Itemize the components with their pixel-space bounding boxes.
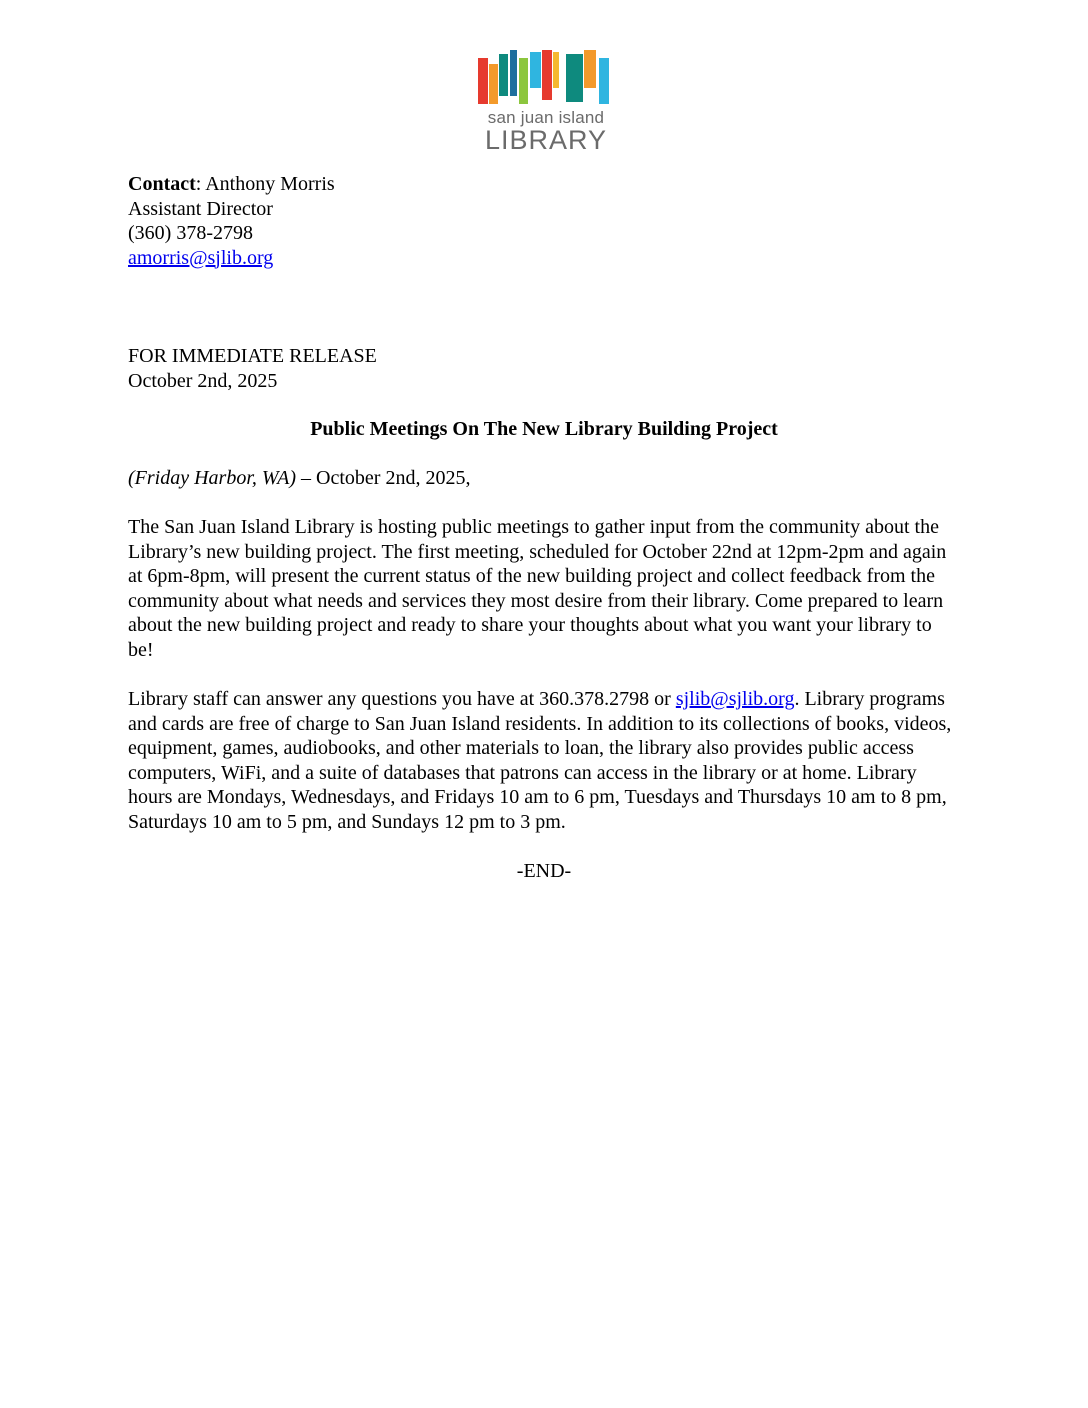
library-logo xyxy=(476,50,616,156)
paragraph2-text-start: Library staff can answer any questions you have at 360.378.2798 or xyxy=(128,688,676,710)
body-paragraph-2 xyxy=(128,687,960,834)
contact-email-link[interactable]: amorris@sjlib.org xyxy=(128,246,274,269)
body-paragraph-1: The San Juan Island Library is hosting public meetings to gather input from the community about the Library’s new building project. The first meeting, scheduled for October 22nd at 12pm-2pm and again at 6pm-8pm, will present the current status of the new building project and collect feedback from the community about what needs and services they most desire from their library. Come prepared to learn about the new building project and ready to share your thoughts about what you want your library to be! xyxy=(128,516,947,661)
dateline-date: – October 2nd, 2025, xyxy=(296,467,471,489)
release-block xyxy=(128,344,377,393)
dateline xyxy=(128,466,470,491)
release-heading: FOR IMMEDIATE RELEASE xyxy=(128,345,377,367)
logo-bar xyxy=(584,50,596,88)
logo-bar xyxy=(530,52,541,88)
logo-bar xyxy=(566,54,583,102)
logo-bar xyxy=(599,58,609,104)
logo-text-top: san juan island xyxy=(487,108,605,127)
logo-bar xyxy=(519,58,528,104)
logo-text-library: LIBRARY xyxy=(484,125,608,155)
contact-title: Assistant Director xyxy=(128,197,273,220)
contact-phone: (360) 378-2798 xyxy=(128,222,253,244)
dateline-location: (Friday Harbor, WA) xyxy=(128,467,297,489)
press-release-title: Public Meetings On The New Library Building Project xyxy=(310,418,778,440)
sjlib-email-link[interactable]: sjlib@sjlib.org xyxy=(675,688,795,710)
end-marker: -END- xyxy=(516,860,572,882)
logo-bars-icon xyxy=(476,50,616,106)
release-date: October 2nd, 2025 xyxy=(128,369,278,392)
logo-bar xyxy=(510,50,517,96)
paragraph2-text-end: . Library programs and cards are free of charge to San Juan Island residents. In addition to its collections of books, videos, equipment, games, audiobooks, and other materials to loan, the library also provides public access computers, WiFi, and a suite of databases that patrons can access in the library or at home. Library hours are Mondays, Wednesdays, and Fridays 10 am to 6 pm, Tuesdays and Thursdays 10 am to 8 pm, Saturdays 10 am to 5 pm, and Sundays 12 pm to 3 pm. xyxy=(128,688,952,833)
contact-line xyxy=(128,172,335,197)
contact-block xyxy=(128,172,335,270)
logo-bar xyxy=(542,50,552,100)
contact-name: : Anthony Morris xyxy=(195,173,335,195)
logo-bar xyxy=(499,54,508,96)
logo-bar xyxy=(478,58,488,104)
contact-label: Contact xyxy=(128,173,196,195)
logo-bar xyxy=(553,52,559,88)
logo-bar xyxy=(489,64,498,104)
